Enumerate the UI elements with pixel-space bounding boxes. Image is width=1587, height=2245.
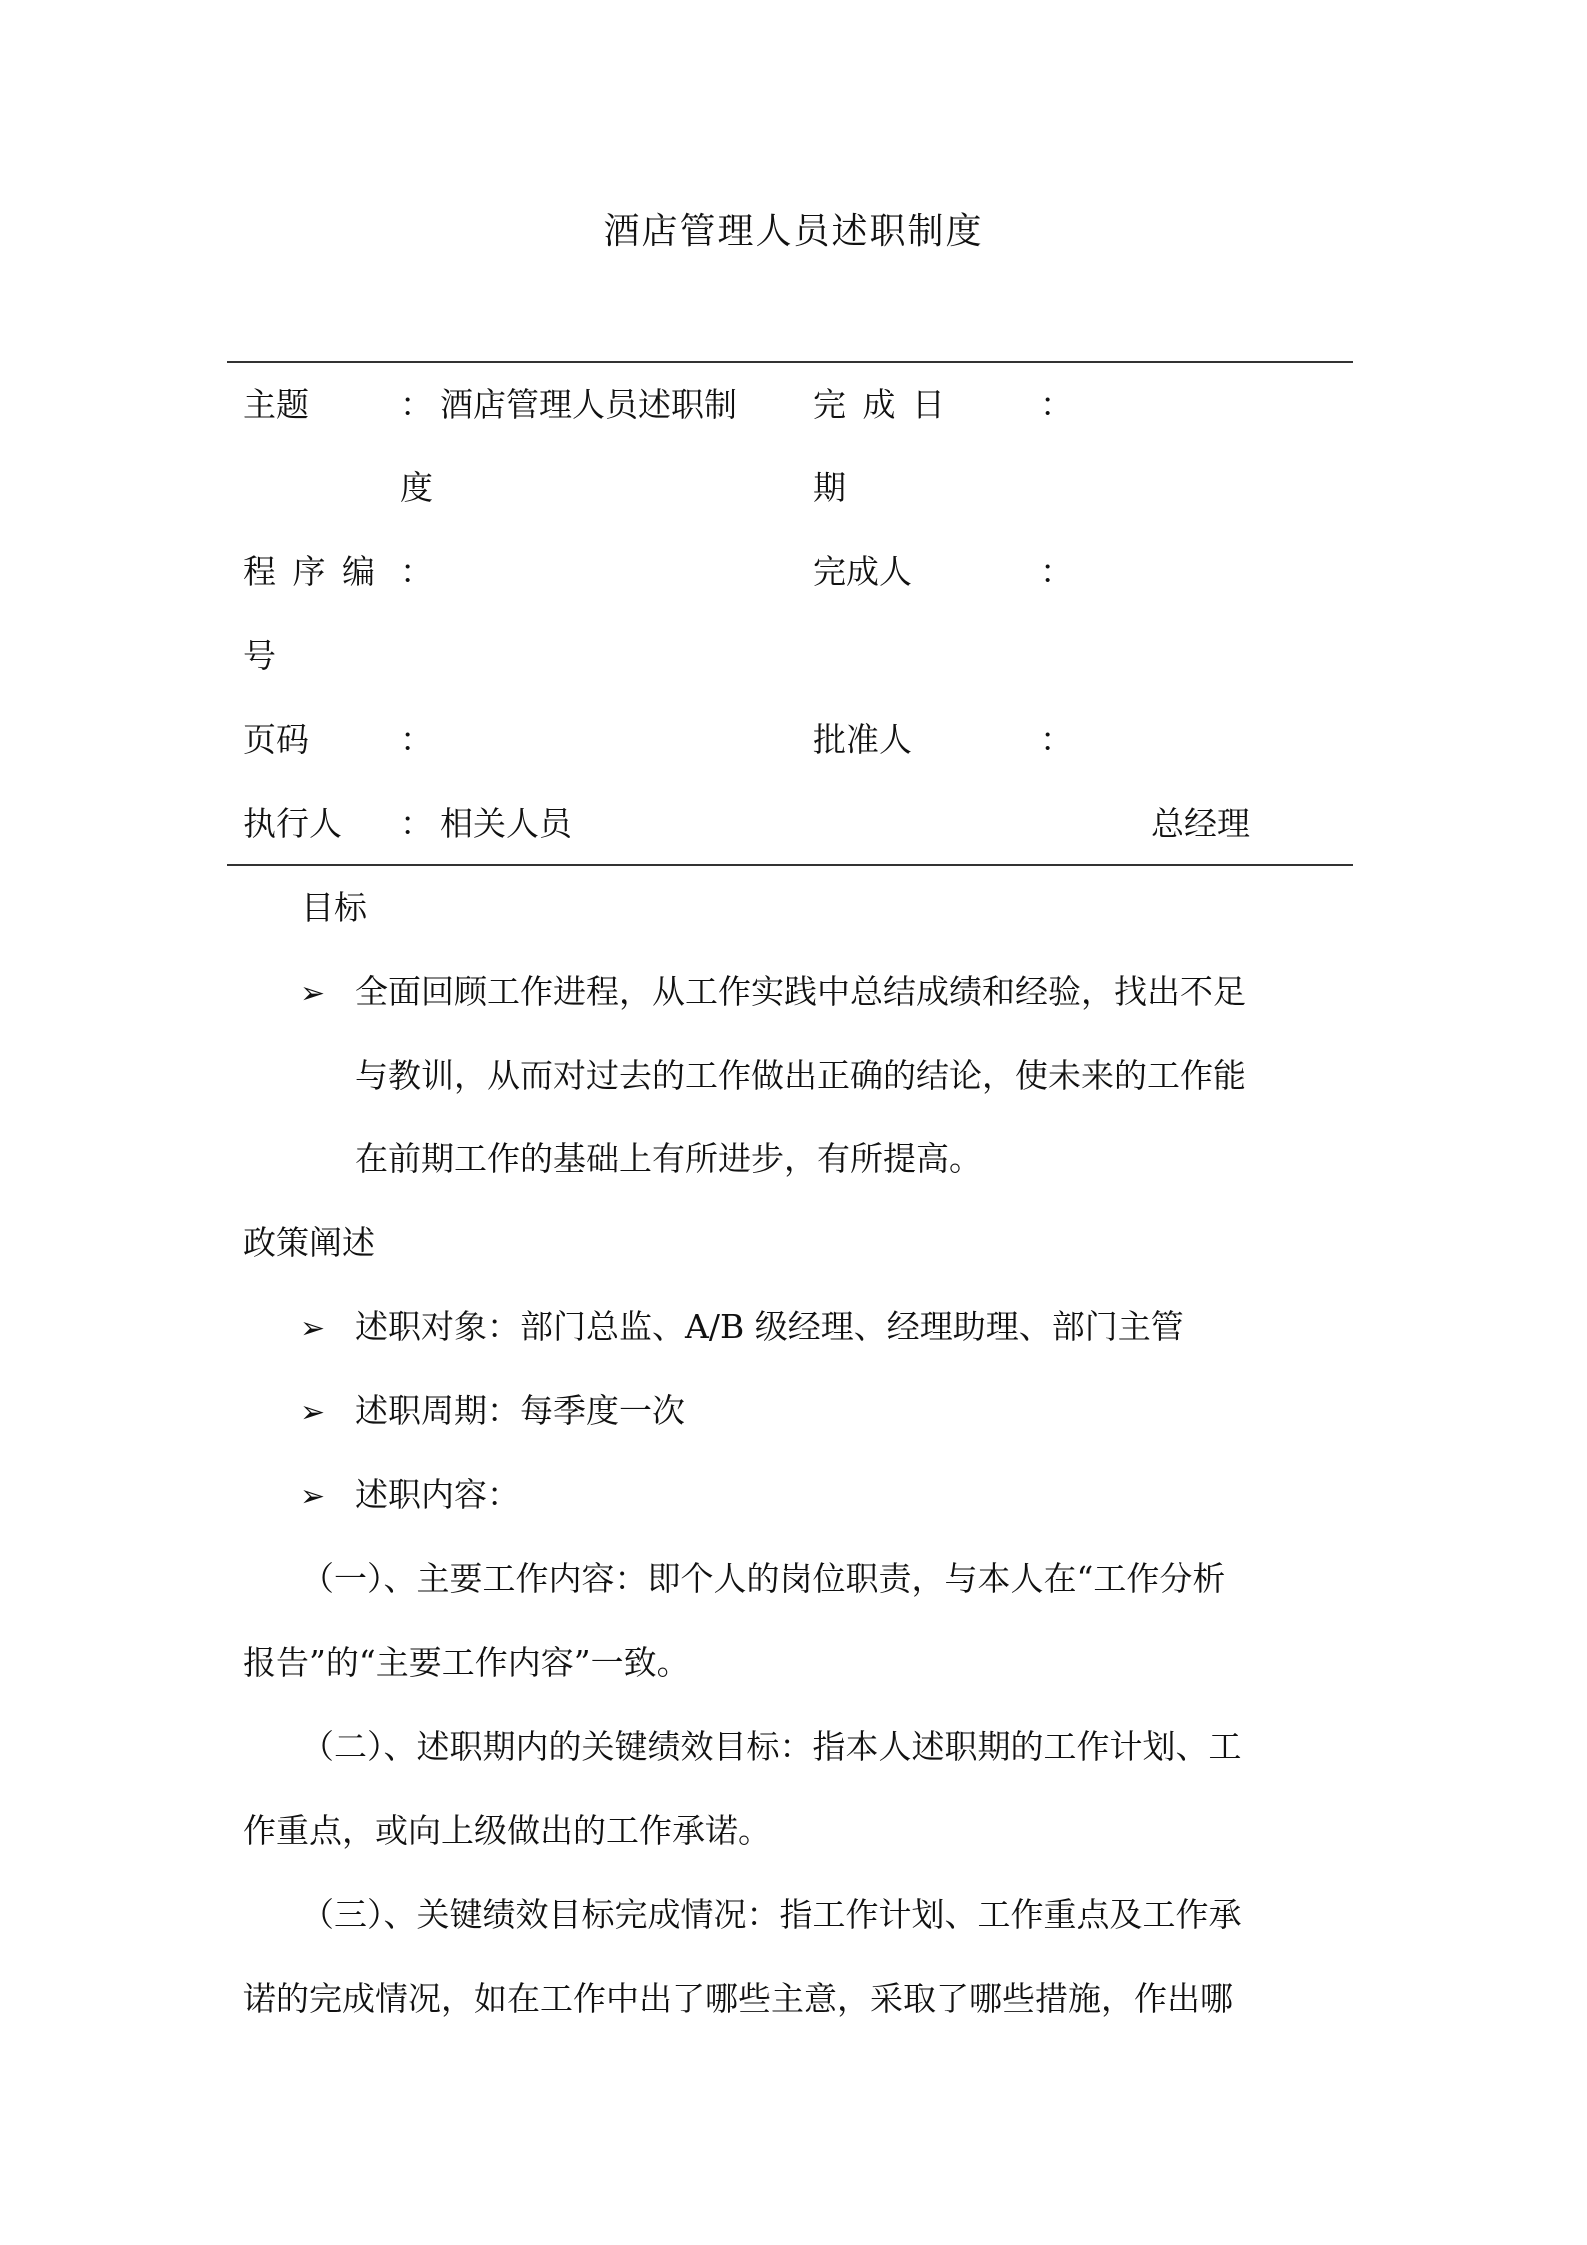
bullet-arrow-icon: ➢ (300, 1311, 326, 1346)
completed-by-label: 完成人 (813, 552, 912, 591)
approved-by-value: 总经理 (1151, 804, 1250, 843)
completion-date-colon: ： (1040, 385, 1073, 424)
subject-value-line1: 酒店管理人员述职制 (440, 385, 737, 424)
subject-value-line2: 度 (400, 468, 433, 507)
executor-value: 相关人员 (440, 804, 572, 843)
item-2-line-2: 作重点，或向上级做出的工作承诺。 (243, 1811, 771, 1850)
list-item: 述职周期：每季度一次 (355, 1391, 685, 1430)
bullet-arrow-icon: ➢ (300, 976, 326, 1011)
goal-line-2: 与教训，从而对过去的工作做出正确的结论，使未来的工作能 (355, 1056, 1246, 1095)
table-bottom-rule (227, 864, 1353, 866)
goal-line-3: 在前期工作的基础上有所进步，有所提高。 (355, 1139, 982, 1178)
goal-heading: 目标 (301, 888, 367, 927)
policy-heading: 政策阐述 (243, 1223, 375, 1262)
table-top-rule (227, 361, 1353, 363)
program-no-label: 程 序 编 (243, 552, 378, 591)
goal-line-1: 全面回顾工作进程，从工作实践中总结成绩和经验，找出不足 (355, 972, 1246, 1011)
program-no-colon: ： (400, 552, 433, 591)
subject-label: 主题 (243, 385, 309, 424)
item-3-line-2: 诺的完成情况，如在工作中出了哪些主意，采取了哪些措施，作出哪 (243, 1979, 1233, 2018)
program-no-label-line2: 号 (243, 636, 276, 675)
completion-date-label-line2: 期 (813, 468, 846, 507)
item-2-line-1: （二）、述职期内的关键绩效目标：指本人述职期的工作计划、工 (301, 1727, 1242, 1766)
subject-colon: ： (400, 385, 433, 424)
document-title: 酒店管理人员述职制度 (603, 211, 984, 252)
completion-date-label: 完 成 日 (813, 385, 948, 424)
approved-by-label: 批准人 (813, 720, 912, 759)
bullet-arrow-icon: ➢ (300, 1479, 326, 1514)
executor-label: 执行人 (243, 804, 342, 843)
list-item: 述职内容： (355, 1475, 520, 1514)
page-no-label: 页码 (243, 720, 309, 759)
page-no-colon: ： (400, 720, 433, 759)
list-item: 述职对象：部门总监、A/B 级经理、经理助理、部门主管 (355, 1307, 1184, 1346)
completed-by-colon: ： (1040, 552, 1073, 591)
bullet-arrow-icon: ➢ (300, 1395, 326, 1430)
item-3-line-1: （三）、关键绩效目标完成情况：指工作计划、工作重点及工作承 (301, 1895, 1242, 1934)
executor-colon: ： (400, 804, 433, 843)
approved-by-colon: ： (1040, 720, 1073, 759)
item-1-line-1: （一）、主要工作内容：即个人的岗位职责，与本人在“工作分析 (301, 1559, 1226, 1598)
item-1-line-2: 报告”的“主要工作内容”一致。 (243, 1643, 690, 1682)
